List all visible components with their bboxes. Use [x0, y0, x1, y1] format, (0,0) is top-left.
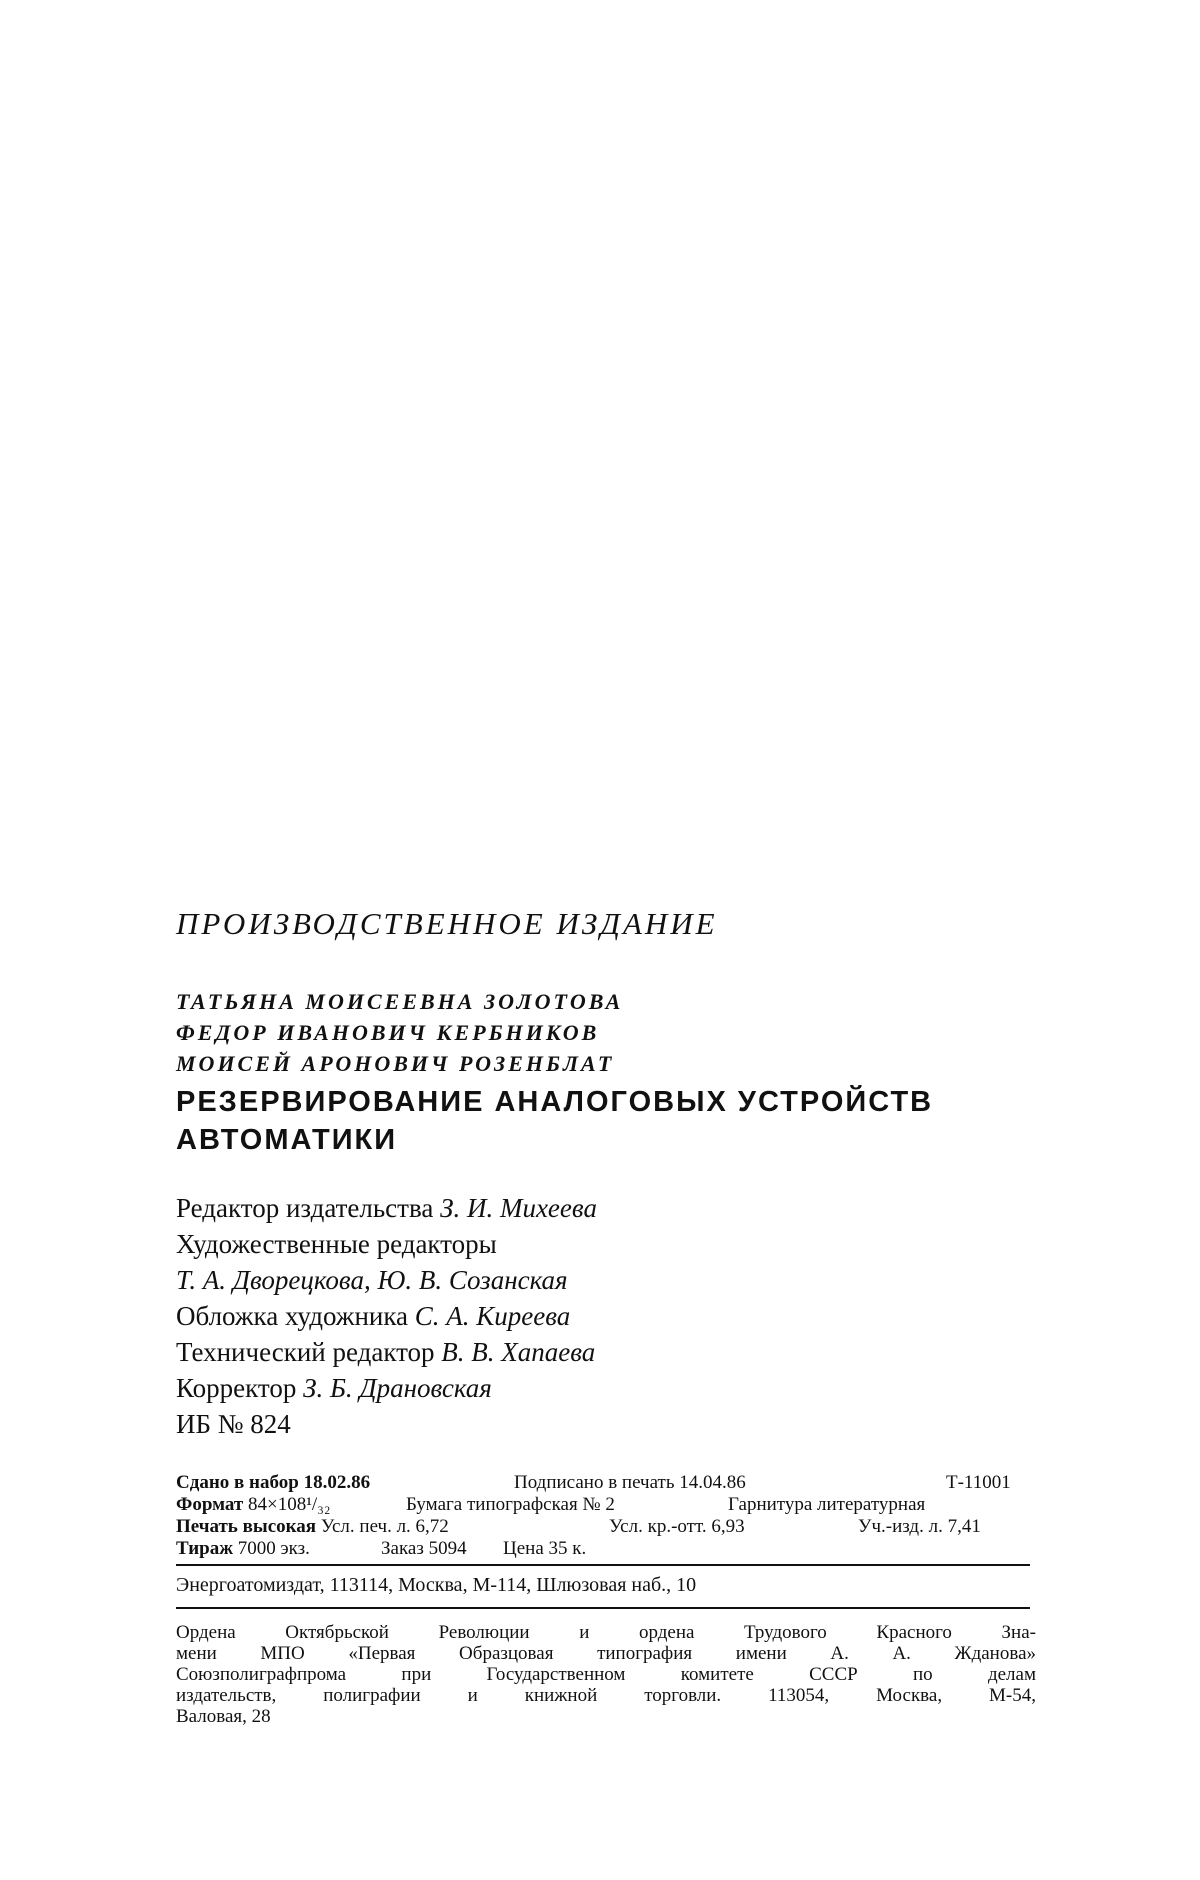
divider [176, 1564, 1030, 1566]
credit-art-editors-names [176, 1262, 597, 1298]
imprint-value: Цена 35 к. [503, 1538, 587, 1559]
imprint-row [176, 1472, 1036, 1494]
credit-corrector [176, 1370, 597, 1406]
credit-label: Технический редактор [176, 1337, 435, 1367]
imprint-value: Уч.-изд. л. 7,41 [858, 1516, 981, 1537]
imprint-row [176, 1516, 1036, 1538]
credit-name: Т. А. Дворецкова, Ю. В. Созанская [176, 1265, 568, 1295]
author-name: ФЕДОР ИВАНОВИЧ КЕРБНИКОВ [176, 1020, 600, 1045]
credit-name: В. В. Хапаева [441, 1337, 596, 1367]
credits-block [176, 1190, 597, 1442]
printer-info [176, 1622, 1036, 1727]
credit-label: Обложка художника [176, 1301, 409, 1331]
imprint-row [176, 1494, 1036, 1516]
imprint-value: Подписано в печать 14.04.86 [514, 1472, 746, 1493]
imprint-block [176, 1472, 1036, 1560]
credit-tech-editor [176, 1334, 597, 1370]
printer-line: Ордена Октябрьской Революции и ордена Трудового Красного Зна- [176, 1622, 1036, 1643]
book-title-line: РЕЗЕРВИРОВАНИЕ АНАЛОГОВЫХ УСТРОЙСТВ [176, 1086, 934, 1118]
credit-cover [176, 1298, 597, 1334]
imprint-value: Заказ 5094 [381, 1538, 467, 1559]
book-title-line: АВТОМАТИКИ [176, 1124, 398, 1156]
credit-name: С. А. Киреева [414, 1301, 571, 1331]
credit-editor [176, 1190, 597, 1226]
imprint-label: Формат [176, 1494, 244, 1515]
ib-number: ИБ № 824 [176, 1409, 291, 1439]
imprint-label: Тираж [176, 1538, 233, 1559]
printer-line: мени МПО «Первая Образцовая типография имени А. А. Жданова» [176, 1643, 1036, 1664]
printer-line: Валовая, 28 [176, 1706, 271, 1727]
edition-type: ПРОИЗВОДСТВЕННОЕ ИЗДАНИЕ [176, 906, 718, 941]
imprint-value: 84×108¹/₃₂ [248, 1494, 331, 1515]
author-name: МОИСЕЙ АРОНОВИЧ РОЗЕНБЛАТ [176, 1051, 615, 1076]
imprint-row [176, 1538, 1036, 1560]
imprint-value: Усл. кр.-отт. 6,93 [609, 1516, 745, 1537]
divider [176, 1607, 1030, 1609]
credit-label: Редактор издательства [176, 1193, 434, 1223]
credit-name: З. Б. Драновская [303, 1373, 492, 1403]
credit-name: З. И. Михеева [440, 1193, 597, 1223]
imprint-label: Сдано в набор [176, 1472, 299, 1493]
publisher-address: Энергоатомиздат, 113114, Москва, М-114, Шлюзовая наб., 10 [176, 1574, 697, 1596]
imprint-value: 7000 экз. [237, 1538, 310, 1559]
credit-label: Корректор [176, 1373, 297, 1403]
author-list [176, 986, 623, 1079]
printer-line: Союзполиграфпрома при Государственном комитете СССР по делам [176, 1664, 1036, 1685]
imprint-value: Т-11001 [946, 1472, 1011, 1493]
imprint-label: Печать высокая [176, 1516, 317, 1537]
imprint-value: Бумага типографская № 2 [406, 1494, 615, 1515]
printer-line: издательств, полиграфии и книжной торговли. 113054, Москва, М-54, [176, 1685, 1036, 1706]
imprint-value: Гарнитура литературная [728, 1494, 926, 1515]
credit-art-editors-label: Художественные редакторы [176, 1229, 497, 1259]
imprint-value: Усл. печ. л. 6,72 [320, 1516, 449, 1537]
imprint-value: 18.02.86 [303, 1472, 371, 1493]
author-name: ТАТЬЯНА МОИСЕЕВНА ЗОЛОТОВА [176, 989, 624, 1014]
book-title [176, 1083, 933, 1159]
